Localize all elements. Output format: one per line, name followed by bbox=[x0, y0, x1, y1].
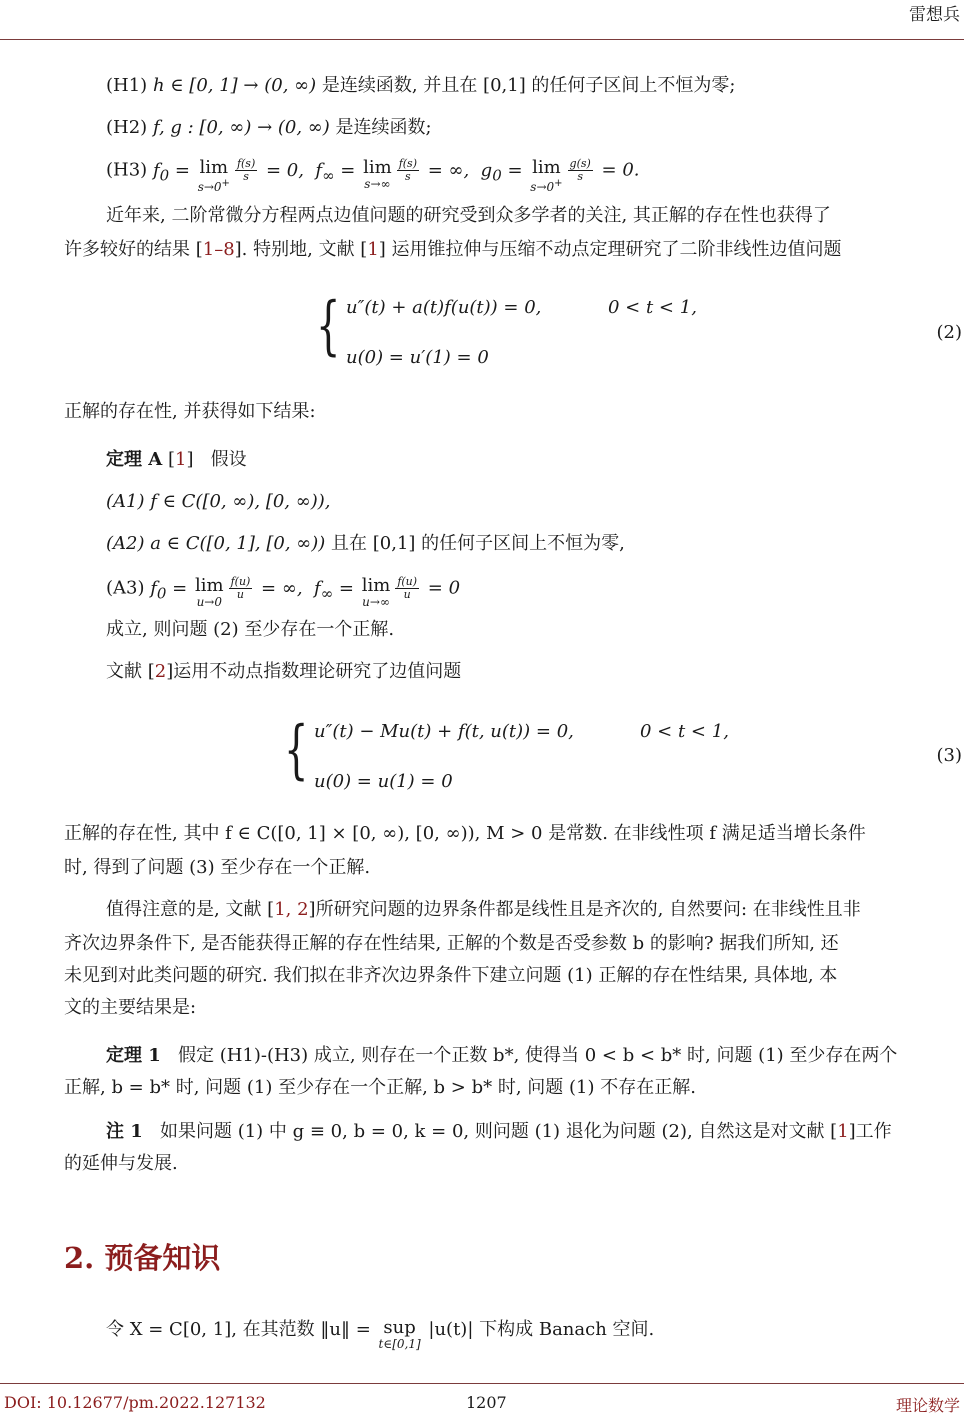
after-eq3-line1: 正解的存在性, 其中 f ∈ C([0, 1] × [0, ∞), [0, ∞)), M > 0 是常数. 在非线性项 f 满足适当增长条件 bbox=[64, 823, 866, 844]
condition-a3: (A3) $f_0 = \lim$ u→0 $\frac{f(u)}{u}$ = ∞, $f_\infty = \lim$ u→∞ $\frac{f(u)}{u}$ = 0 bbox=[106, 575, 461, 609]
header-author: 雷想兵 bbox=[909, 5, 960, 25]
eq2-row1: u″(t) + a(t)f(u(t)) = 0, bbox=[346, 297, 542, 318]
note-1-line1: 注 1 如果问题 (1) 中 g ≡ 0, b = 0, k = 0, 则问题 (1) 退化为问题 (2), 自然这是对文献 [1]工作 bbox=[106, 1121, 892, 1142]
hypothesis-h1 bbox=[106, 74, 736, 98]
citation-link[interactable]: 1 bbox=[367, 239, 379, 260]
h1-label: (H1) bbox=[106, 75, 148, 96]
header-divider bbox=[0, 39, 964, 40]
journal-name: 理论数学 bbox=[895, 1396, 960, 1415]
para3-line1: 值得注意的是, 文献 [1, 2]所研究问题的边界条件都是线性且是齐次的, 自然要问: 在非线性且非 bbox=[106, 899, 861, 920]
theorem-1-line2: 正解, b = b* 时, 问题 (1) 至少存在一个正解, b > b* 时, 问题 (1) 不存在正解. bbox=[64, 1077, 696, 1098]
condition-a2: (A2) a ∈ C([0, 1], [0, ∞)) 且在 [0,1] 的任何子区间上不恒为零, bbox=[106, 533, 625, 554]
eq3-number: (3) bbox=[936, 745, 962, 766]
para3-line2: 齐次边界条件下, 是否能获得正解的存在性结果, 正解的个数是否受参数 b 的影响? 据我们所知, 还 bbox=[64, 933, 839, 954]
h1-text: 是连续函数, 并且在 [0,1] 的任何子区间上不恒为零; bbox=[316, 75, 736, 96]
theorem-1-label: 定理 1 bbox=[106, 1045, 161, 1066]
page-number: 1207 bbox=[466, 1393, 507, 1412]
doi-link[interactable]: DOI: 10.12677/pm.2022.127132 bbox=[4, 1393, 266, 1412]
h2-math: f, g : [0, ∞) → (0, ∞) bbox=[152, 117, 330, 138]
equation-brace: { bbox=[316, 289, 341, 363]
eq2-number: (2) bbox=[936, 322, 962, 343]
eq3-row1-condition: 0 < t < 1, bbox=[640, 721, 729, 742]
citation-link[interactable]: 1 bbox=[837, 1121, 849, 1142]
note-1-label: 注 1 bbox=[106, 1121, 143, 1142]
theorem-a-heading: 定理 A [1] 假设 bbox=[106, 449, 247, 470]
space-definition: 令 X = C[0, 1], 在其范数 ‖u‖ = sup t∈[0,1] |u(t)| 下构成 Banach 空间. bbox=[106, 1317, 655, 1351]
para3-line3: 未见到对此类问题的研究. 我们拟在非齐次边界条件下建立问题 (1) 正解的存在性结果, 具体地, 本 bbox=[64, 965, 838, 986]
h2-text: 是连续函数; bbox=[329, 117, 432, 138]
after-eq3-line2: 时, 得到了问题 (3) 至少存在一个正解. bbox=[64, 857, 371, 878]
h2-label: (H2) bbox=[106, 117, 148, 138]
citation-link[interactable]: 1 bbox=[174, 449, 187, 470]
citation-link[interactable]: 2 bbox=[154, 661, 167, 682]
eq3-row2: u(0) = u(1) = 0 bbox=[314, 771, 453, 792]
para1-line2: 许多较好的结果 [1–8]. 特别地, 文献 [1] 运用锥拉伸与压缩不动点定理研究了二阶非线性边值问题 bbox=[64, 239, 842, 260]
equation-brace: { bbox=[284, 713, 309, 787]
section-title: 2. 预备知识 bbox=[64, 1241, 221, 1275]
theorem-a-label: 定理 A bbox=[106, 449, 163, 470]
citation-link[interactable]: 1–8 bbox=[202, 239, 235, 260]
note-1-line2: 的延伸与发展. bbox=[64, 1153, 178, 1174]
theorem-1-line1: 定理 1 假定 (H1)-(H3) 成立, 则存在一个正数 b*, 使得当 0 < b < b* 时, 问题 (1) 至少存在两个 bbox=[106, 1045, 898, 1066]
hypothesis-h2 bbox=[106, 116, 432, 140]
eq2-row1-condition: 0 < t < 1, bbox=[608, 297, 697, 318]
after-eq2-text: 正解的存在性, 并获得如下结果: bbox=[64, 401, 316, 422]
theorem-a-conclusion: 成立, 则问题 (2) 至少存在一个正解. bbox=[106, 619, 395, 640]
para1-line1: 近年来, 二阶常微分方程两点边值问题的研究受到众多学者的关注, 其正解的存在性也获得了 bbox=[106, 205, 831, 226]
para2: 文献 [2]运用不动点指数理论研究了边值问题 bbox=[106, 661, 462, 682]
citation-link[interactable]: 1, 2 bbox=[274, 899, 309, 920]
condition-a1: (A1) f ∈ C([0, ∞), [0, ∞)), bbox=[106, 491, 331, 512]
hypothesis-h3: (H3) $f_0 = \lim$ s→0+ $\frac{f(s)}{s}$ = 0, $f_\infty = \lim$ s→∞ $\frac{f(s)}{s}$ = ∞, $g_0 = \lim$ s→0+ $\frac{g(s)}{s}$ = 0. bbox=[106, 157, 640, 194]
eq2-row2: u(0) = u′(1) = 0 bbox=[346, 347, 489, 368]
eq3-row1: u″(t) − Mu(t) + f(t, u(t)) = 0, bbox=[314, 721, 574, 742]
footer-divider bbox=[0, 1383, 964, 1384]
para3-line4: 文的主要结果是: bbox=[64, 997, 197, 1018]
h1-math: h ∈ [0, 1] → (0, ∞) bbox=[152, 75, 317, 96]
h3-label: (H3) bbox=[106, 159, 148, 181]
